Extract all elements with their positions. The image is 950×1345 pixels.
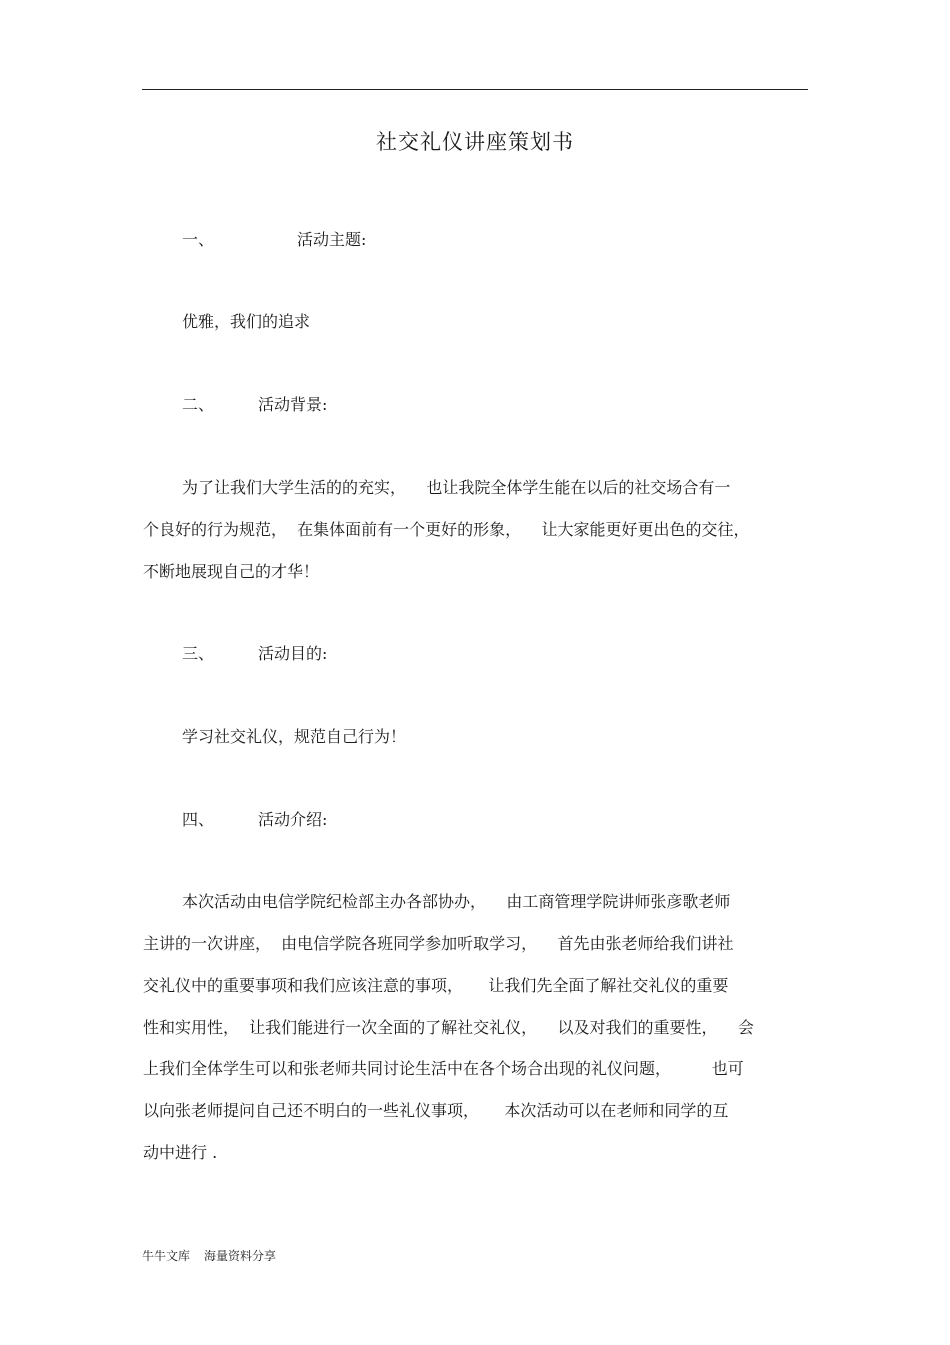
page-footer — [142, 1247, 276, 1265]
purpose-text: 学习社交礼仪，规范自己行为！ — [182, 727, 407, 746]
document-title: 社交礼仪讲座策划书 — [376, 130, 574, 154]
section-number: 一、 — [182, 230, 215, 249]
section-label: 活动主题: — [297, 230, 367, 249]
footer-brand: 牛牛文库 — [142, 1249, 191, 1263]
intro-line: 主讲的一次讲座， 由电信学院各班同学参加听取学习， 首先由张老师给我们讲社 — [143, 934, 734, 953]
background-line: 为了让我们大学生活的的充实， 也让我院全体学生能在以后的社交场合有一 — [182, 478, 731, 497]
intro-line: 交礼仪中的重要事项和我们应该注意的事项， 让我们先全面了解社交礼仪的重要 — [143, 976, 729, 995]
section-number: 二、 — [182, 395, 215, 414]
background-line: 个良好的行为规范， 在集体面前有一个更好的形象， 让大家能更好更出色的交往， — [143, 520, 750, 539]
section-heading-3 — [182, 642, 327, 666]
footer-tagline: 海量资料分享 — [204, 1249, 277, 1263]
header-rule — [142, 89, 808, 90]
section-label: 活动目的: — [258, 644, 328, 663]
intro-line: 动中进行 . — [143, 1143, 218, 1162]
intro-line: 本次活动由电信学院纪检部主办各部协办， 由工商管理学院讲师张彦歌老师 — [182, 892, 731, 911]
section-number: 四、 — [182, 810, 215, 829]
intro-line: 以向张老师提问自己还不明白的一些礼仪事项， 本次活动可以在老师和同学的互 — [143, 1101, 729, 1120]
section-number: 三、 — [182, 644, 215, 663]
intro-line: 上我们全体学生可以和张老师共同讨论生活中在各个场合出现的礼仪问题， 也可 — [143, 1059, 744, 1078]
background-line: 不断地展现自己的才华！ — [143, 562, 320, 581]
section-heading-1 — [182, 228, 366, 252]
section-heading-4 — [182, 808, 327, 832]
theme-text: 优雅，我们的追求 — [182, 312, 311, 331]
section-label: 活动背景: — [258, 395, 328, 414]
section-heading-2 — [182, 393, 327, 417]
section-label: 活动介绍: — [258, 810, 328, 829]
intro-line: 性和实用性， 让我们能进行一次全面的了解社交礼仪， 以及对我们的重要性， 会 — [143, 1018, 754, 1037]
